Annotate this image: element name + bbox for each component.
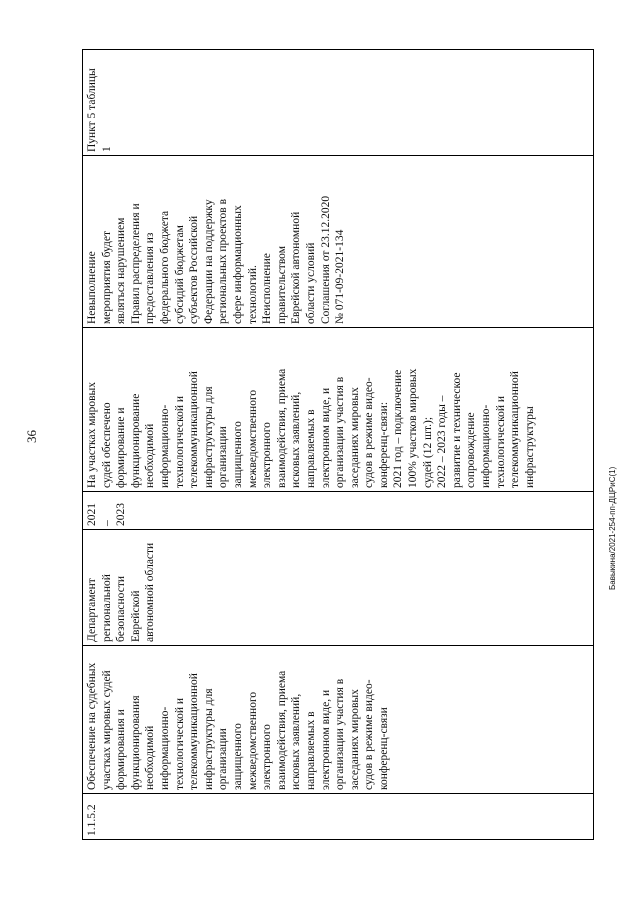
cell-consequences bbox=[83, 156, 594, 328]
table-row bbox=[83, 50, 594, 840]
measure-description: Обеспечение на судебных участках мировых судей формирования и функционирования необходимой информационно- технологической и телекоммуникационной инфраструктуры для организации защищенного межведомственного электронного взаимодействия, приема исковых заявлений, направляемых в электронном виде, и организации участия в заседаниях мировых судов в режиме видео- конференц-связи bbox=[86, 662, 390, 790]
cell-period bbox=[83, 492, 594, 530]
measures-table bbox=[82, 49, 594, 840]
non-implementation-consequences: Невыполнение мероприятия будет являться нарушением Правил распределения и предоставления из федерального бюджета субсидий бюджетам субъектов Российской Федерации на поддержку региональных проектов в сфере информационных технологий. Неисполнение правительством Еврейской автономной области условий Соглашения от 23.12.2020 № 071-09-2021-134 bbox=[86, 195, 347, 324]
responsible-executor: Департамент региональной безопасности Еврейской автономной области bbox=[86, 542, 157, 642]
indicator-link: Пункт 5 таблицы 1 bbox=[86, 68, 113, 152]
cell-measure bbox=[83, 646, 594, 794]
page-number: 36 bbox=[24, 430, 39, 443]
cell-executor bbox=[83, 530, 594, 646]
measure-code: 1.1.5.2 bbox=[86, 804, 98, 836]
implementation-period: 2021 – 2023 bbox=[86, 503, 128, 526]
cell-indicator bbox=[83, 50, 594, 156]
cell-result bbox=[83, 328, 594, 492]
rotated-table-wrapper bbox=[82, 50, 594, 840]
cell-code bbox=[83, 794, 594, 840]
document-code: Бавыкина/2021-254-пп-ДЦРиС(1) bbox=[608, 466, 617, 590]
expected-result: На участках мировых судей обеспечено формирование и функционирование необходимой информационно- технологической и телекоммуникационной инфраструктуры для организации защищенного межведомственного электронного взаимодействия, приема исковых заявлений, направляемых в электронном виде, и организации участия в заседаниях мировых судов в режиме видео- конференц-связи: 2021 год – подключение 100% участков мировых судей (12 шт.); 2022 – 2023 годы – развитие и техническое сопровождение информационно- технологической и телекоммуникационной инфраструктуры bbox=[86, 368, 536, 488]
